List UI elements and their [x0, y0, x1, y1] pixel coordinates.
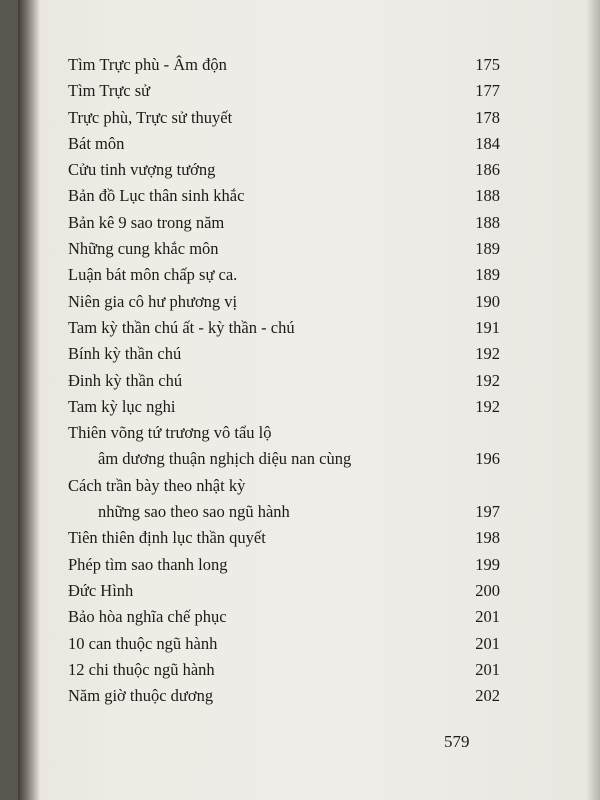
toc-entry [68, 604, 500, 630]
toc-entry-page: 196 [475, 449, 500, 469]
toc-entry-title: Năm giờ thuộc dương [68, 686, 214, 706]
toc-entry-title: Bản đồ Lục thân sinh khắc [68, 186, 245, 206]
toc-entry-page: 189 [475, 239, 500, 259]
toc-entry [68, 52, 500, 78]
table-of-contents [68, 52, 500, 709]
toc-entry-page: 202 [475, 686, 500, 706]
toc-entry-page: 177 [475, 81, 500, 101]
toc-entry-page: 201 [475, 633, 500, 653]
toc-entry-title: 10 can thuộc ngũ hành [68, 633, 218, 653]
toc-entry-page: 201 [475, 659, 500, 679]
toc-entry-page: 200 [475, 580, 500, 600]
toc-entry-title: Thiên võng tứ trương vô tẩu lộ [68, 423, 272, 443]
toc-entry-title: Trực phù, Trực sử thuyết [68, 107, 233, 127]
toc-entry [68, 289, 500, 315]
book-page [18, 0, 600, 800]
toc-entry-title: Cửu tinh vượng tướng [68, 160, 216, 180]
toc-entry [68, 131, 500, 157]
toc-entry [68, 262, 500, 288]
toc-entry [68, 420, 500, 473]
toc-entry-title: Đinh kỳ thần chú [68, 370, 183, 390]
toc-entry-page: 191 [475, 317, 500, 337]
toc-entry-title: Tam kỳ thần chú ất - kỳ thần - chú [68, 317, 295, 337]
toc-entry [68, 683, 500, 709]
toc-entry [68, 236, 500, 262]
toc-entry-page: 186 [475, 160, 500, 180]
toc-entry-page: 192 [475, 370, 500, 390]
toc-entry [68, 78, 500, 104]
toc-entry-page: 175 [475, 55, 500, 74]
toc-entry-page: 190 [475, 291, 500, 311]
toc-entry [68, 157, 500, 183]
toc-entry [68, 578, 500, 604]
toc-entry [68, 631, 500, 657]
toc-entry-title: Bản kê 9 sao trong năm [68, 212, 225, 232]
toc-entry [68, 525, 500, 551]
toc-entry-title-continued: âm dương thuận nghịch diệu nan cùng [98, 449, 352, 469]
page-number: 579 [444, 732, 470, 751]
toc-entry-page: 188 [475, 212, 500, 232]
toc-entry-title-continued: những sao theo sao ngũ hành [98, 502, 290, 522]
toc-entry [68, 657, 500, 683]
toc-entry [68, 368, 500, 394]
toc-entry-title: Luận bát môn chấp sự ca. [68, 265, 238, 285]
toc-entry [68, 105, 500, 131]
toc-entry-page: 189 [475, 265, 500, 285]
toc-entry-title: Phép tìm sao thanh long [68, 554, 228, 574]
toc-entry-title: Cách trần bày theo nhật kỳ [68, 475, 246, 495]
toc-entry [68, 394, 500, 420]
toc-entry-title: Những cung khắc môn [68, 239, 219, 259]
toc-entry-page: 188 [475, 186, 500, 206]
toc-entry-page: 197 [475, 502, 500, 522]
toc-entry-title: Tiên thiên định lục thần quyết [68, 528, 266, 548]
toc-entry-page: 184 [475, 133, 500, 153]
toc-entry [68, 183, 500, 209]
toc-entry-page: 199 [475, 554, 500, 574]
toc-entry-title: Niên gia cô hư phương vị [68, 291, 238, 311]
toc-entry-title: Bính kỳ thần chú [68, 344, 182, 364]
toc-entry-title: Bảo hòa nghĩa chế phục [68, 607, 227, 627]
toc-entry [68, 341, 500, 367]
toc-entry-page: 192 [475, 396, 500, 416]
toc-entry-page: 198 [475, 528, 500, 548]
toc-entry-page: 201 [475, 607, 500, 627]
spine-shadow [18, 0, 40, 800]
page-edge-shadow [586, 0, 600, 800]
toc-entry-title: Bát môn [68, 133, 125, 153]
toc-entry-page: 192 [475, 344, 500, 364]
toc-entry [68, 552, 500, 578]
toc-entry-title: 12 chi thuộc ngũ hành [68, 659, 215, 679]
toc-entry [68, 473, 500, 526]
toc-entry-page: 178 [475, 107, 500, 127]
toc-entry-title: Đức Hình [68, 580, 134, 600]
toc-entry [68, 315, 500, 341]
toc-entry-title: Tìm Trực phù - Âm độn [68, 55, 227, 74]
toc-entry-title: Tam kỳ lục nghi [68, 396, 176, 416]
toc-entry-title: Tìm Trực sử [68, 81, 151, 101]
toc-entry [68, 210, 500, 236]
